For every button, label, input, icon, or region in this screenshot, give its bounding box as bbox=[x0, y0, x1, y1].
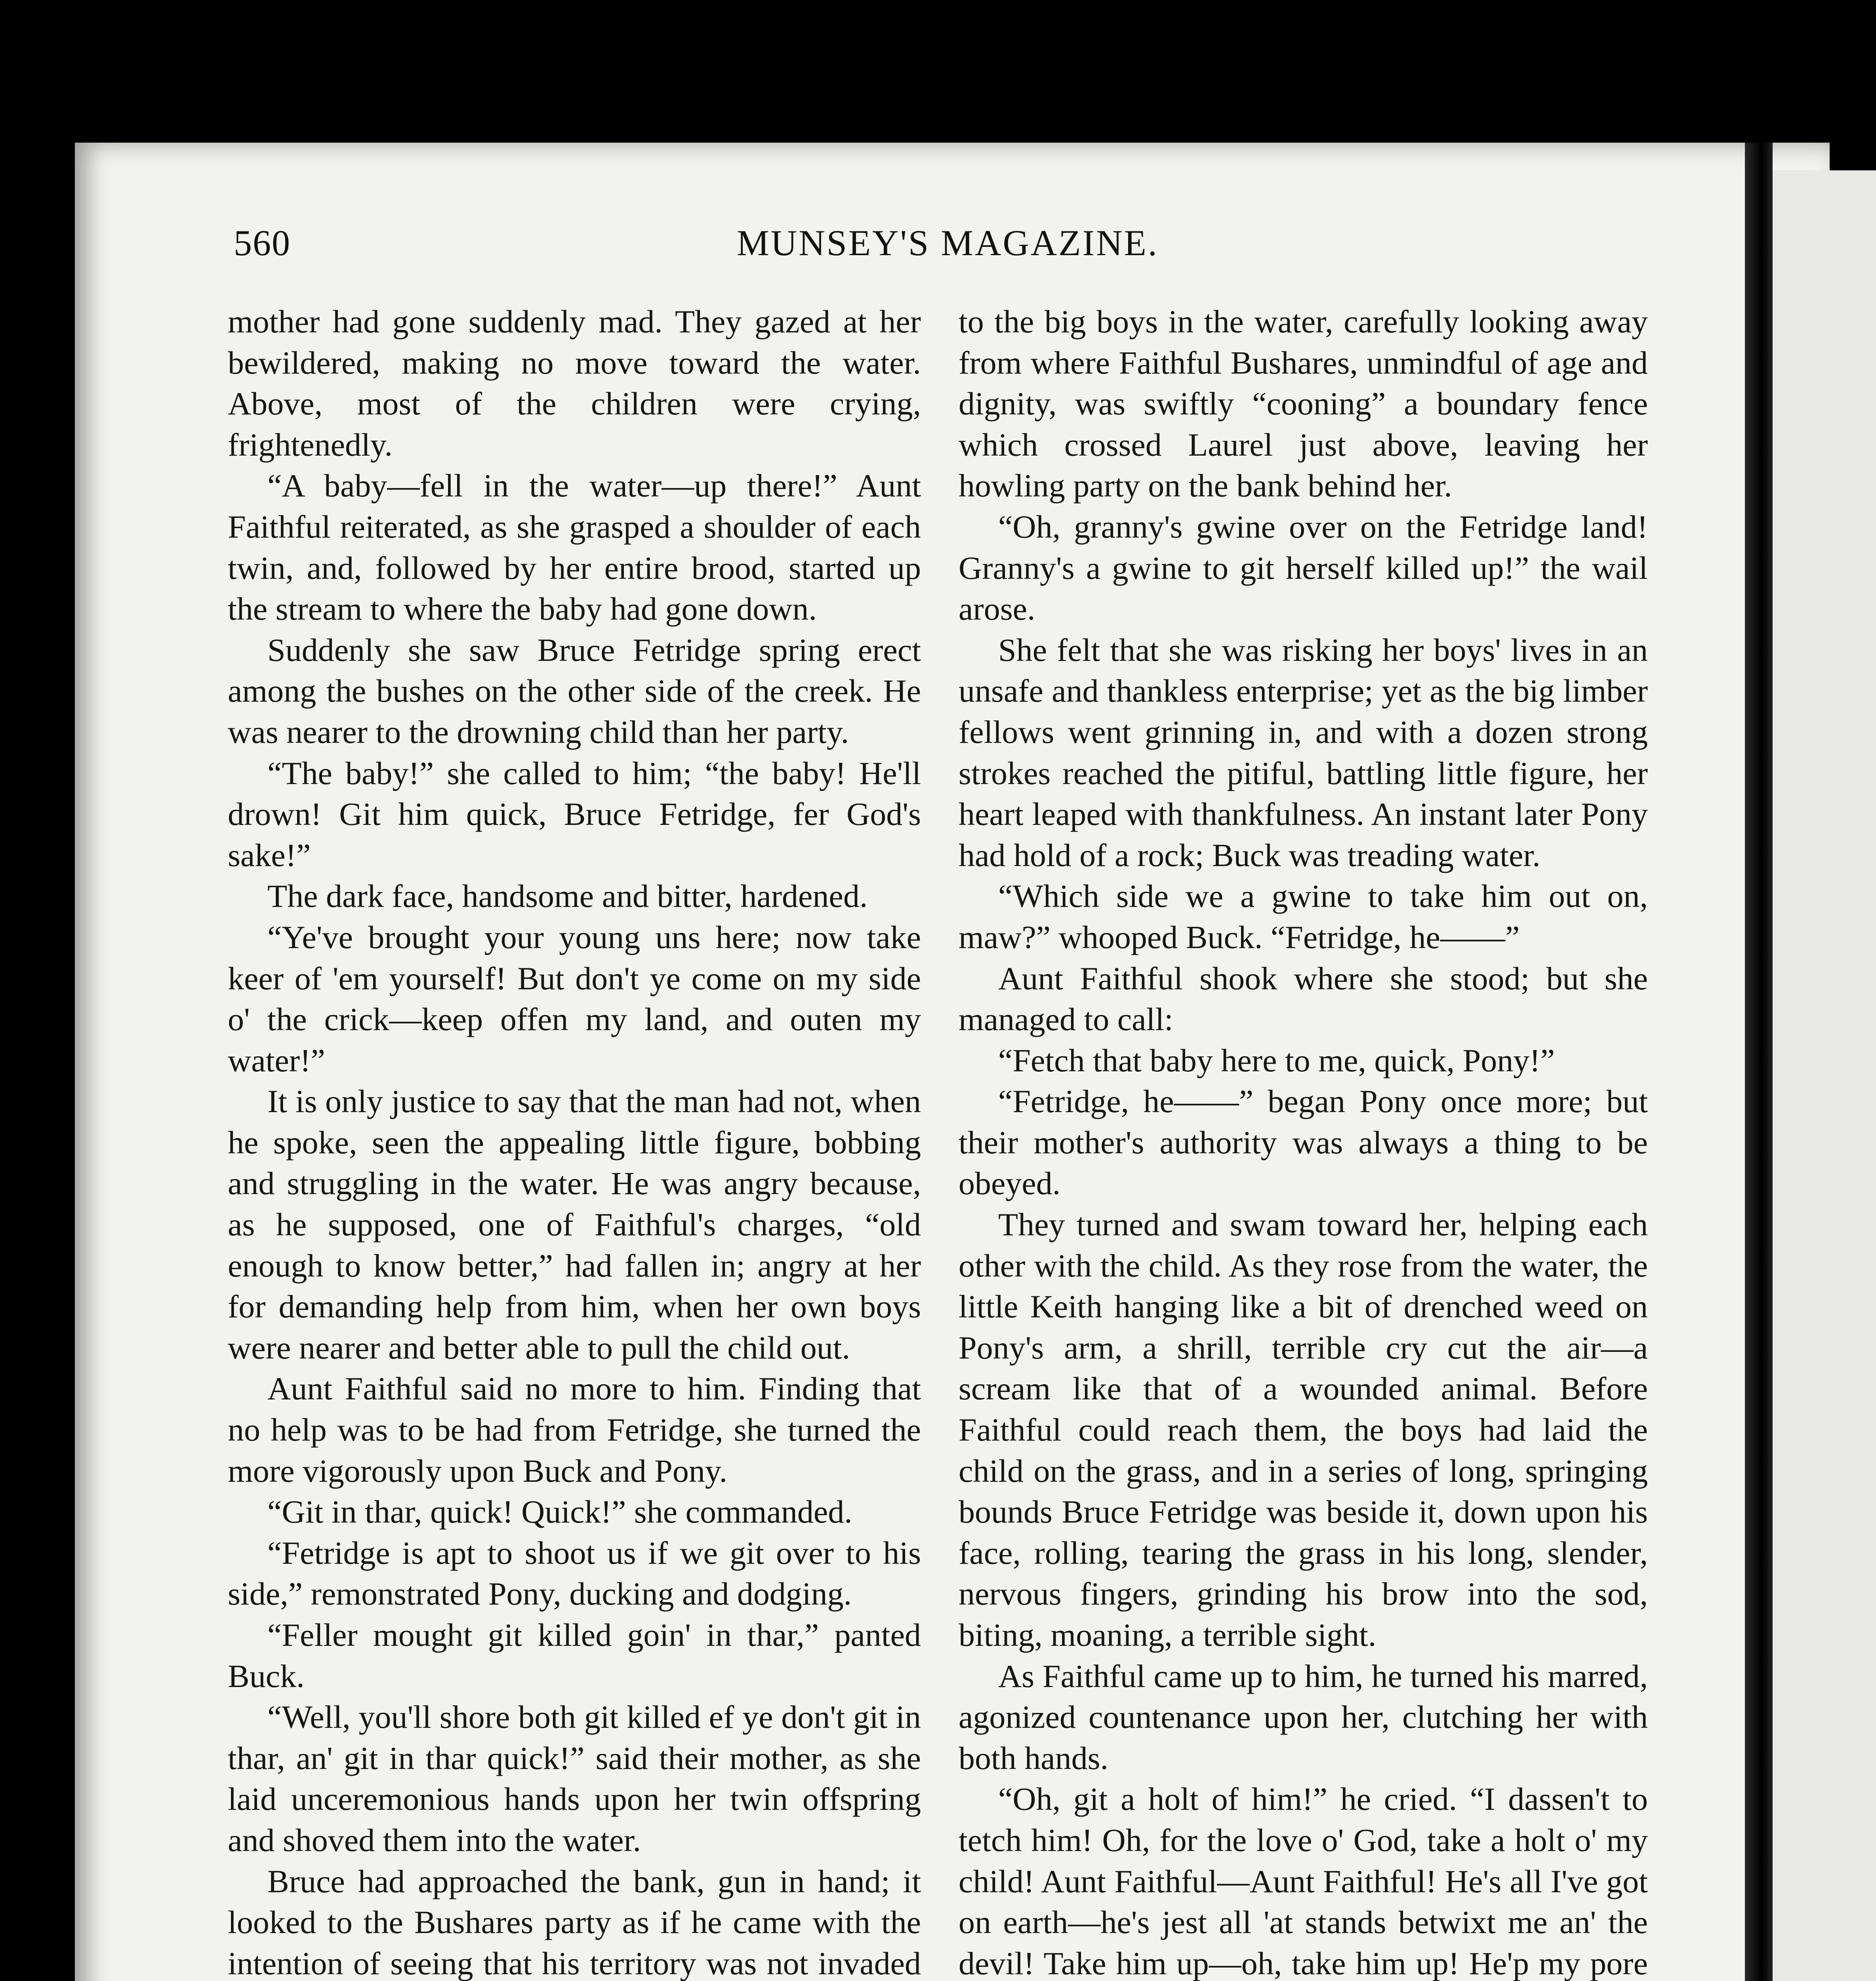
paragraph: “The baby!” she called to him; “the baby! He'll drown! Git him quick, Bruce Fetridge, fer God's sake!” bbox=[228, 755, 921, 873]
paragraph: She felt that she was risking her boys' lives in an unsafe and thankless enterprise; yet as the big limber fellows went grinning in, and with a dozen strong strokes reached the pitiful, battling little figure, her heart leaped with thankfulness. An instant later Pony had hold of a rock; Buck was treading water. bbox=[959, 632, 1648, 873]
paragraph: “Well, you'll shore both git killed ef ye don't git in thar, an' git in thar quick!” said their mother, as she laid unceremonious hands upon her twin offspring and shoved them into the water. bbox=[228, 1699, 921, 1858]
paragraph: to the big boys in the water, carefully looking away from where Faithful Bushares, unmindful of age and dignity, was swiftly “cooning” a boundary fence which crossed Laurel just above, leaving her howling party on the bank behind her. bbox=[959, 303, 1648, 504]
running-head bbox=[234, 222, 1652, 269]
paragraph: “Fetch that baby here to me, quick, Pony!” bbox=[998, 1042, 1555, 1078]
paragraph: “Git in thar, quick! Quick!” she commanded. bbox=[267, 1494, 852, 1530]
paragraph: It is only justice to say that the man had not, when he spoke, seen the appealing little figure, bobbing and struggling in the water. He was angry because, as he supposed, one of Faithful's charges, “old enough to know better,” had fallen in; angry at her for demanding help from him, when her own boys were nearer and better able to pull the child out. bbox=[228, 1083, 921, 1366]
paragraph: As Faithful came up to him, he turned his marred, agonized countenance upon her, clutching her with both hands. bbox=[959, 1658, 1648, 1776]
right-column bbox=[959, 301, 1648, 1981]
paragraph: mother had gone suddenly mad. They gazed at her bewildered, making no move toward the water. Above, most of the children were crying, frightenedly. bbox=[228, 303, 921, 463]
paragraph: Aunt Faithful shook where she stood; but she managed to call: bbox=[959, 960, 1648, 1038]
magazine-title: MUNSEY'S MAGAZINE. bbox=[737, 223, 1159, 263]
paragraph: “Fetridge is apt to shoot us if we git over to his side,” remonstrated Pony, ducking and dodging. bbox=[228, 1534, 921, 1612]
book-spine bbox=[1745, 143, 1773, 1981]
paragraph: Aunt Faithful said no more to him. Finding that no help was to be had from Fetridge, she turned the more vigorously upon Buck and Pony. bbox=[228, 1370, 921, 1489]
paragraph: Bruce had approached the bank, gun in hand; it looked to the Bushares party as if he came with the intention of seeing that his territory was not invaded bbox=[228, 1863, 921, 1981]
paragraph: “Oh, git a holt of him!” he cried. “I dassen't to tetch him! Oh, for the love o' God, take a holt o' my child! Aunt Faithful—Aunt Faithful! He's all I've got on earth—he's jest all 'at stands betwixt me an' the devil! Take him up—oh, take him up! He'p my pore bbox=[959, 1781, 1648, 1981]
paragraph: “Which side we a gwine to take him out on, maw?” whooped Buck. “Fetridge, he——” bbox=[959, 878, 1648, 955]
page-number: 560 bbox=[234, 223, 291, 263]
paragraph: “Fetridge, he——” began Pony once more; but their mother's authority was always a thing to be obeyed. bbox=[959, 1083, 1648, 1202]
facing-page-edge bbox=[1773, 170, 1876, 1981]
paragraph: They turned and swam toward her, helping each other with the child. As they rose from the water, the little Keith hanging like a bit of drenched weed on Pony's arm, a shrill, terrible cry cut the air—a scream like that of a wounded animal. Before Faithful could reach them, the boys had laid the child on the grass, and in a series of long, springing bounds Bruce Fetridge was beside it, down upon his face, rolling, tearing the grass in his long, slender, nervous fingers, grinding his brow into the sod, biting, moaning, a terrible sight. bbox=[959, 1206, 1648, 1653]
paragraph: “Feller mought git killed goin' in thar,” panted Buck. bbox=[228, 1617, 921, 1694]
paragraph: Suddenly she saw Bruce Fetridge spring erect among the bushes on the other side of the creek. He was nearer to the drowning child than her party. bbox=[228, 632, 921, 750]
paragraph: The dark face, handsome and bitter, hardened. bbox=[267, 878, 868, 914]
left-column bbox=[228, 301, 921, 1981]
paragraph: “A baby—fell in the water—up there!” Aunt Faithful reiterated, as she grasped a shoulder of each twin, and, followed by her entire brood, started up the stream to where the baby had gone down. bbox=[228, 468, 921, 627]
paragraph: “Oh, granny's gwine over on the Fetridge land! Granny's a gwine to git herself killed up!” the wail arose. bbox=[959, 508, 1648, 627]
paragraph: “Ye've brought your young uns here; now take keer of 'em yourself! But don't ye come on my side o' the crick—keep offen my land, and outen my water!” bbox=[228, 919, 921, 1078]
